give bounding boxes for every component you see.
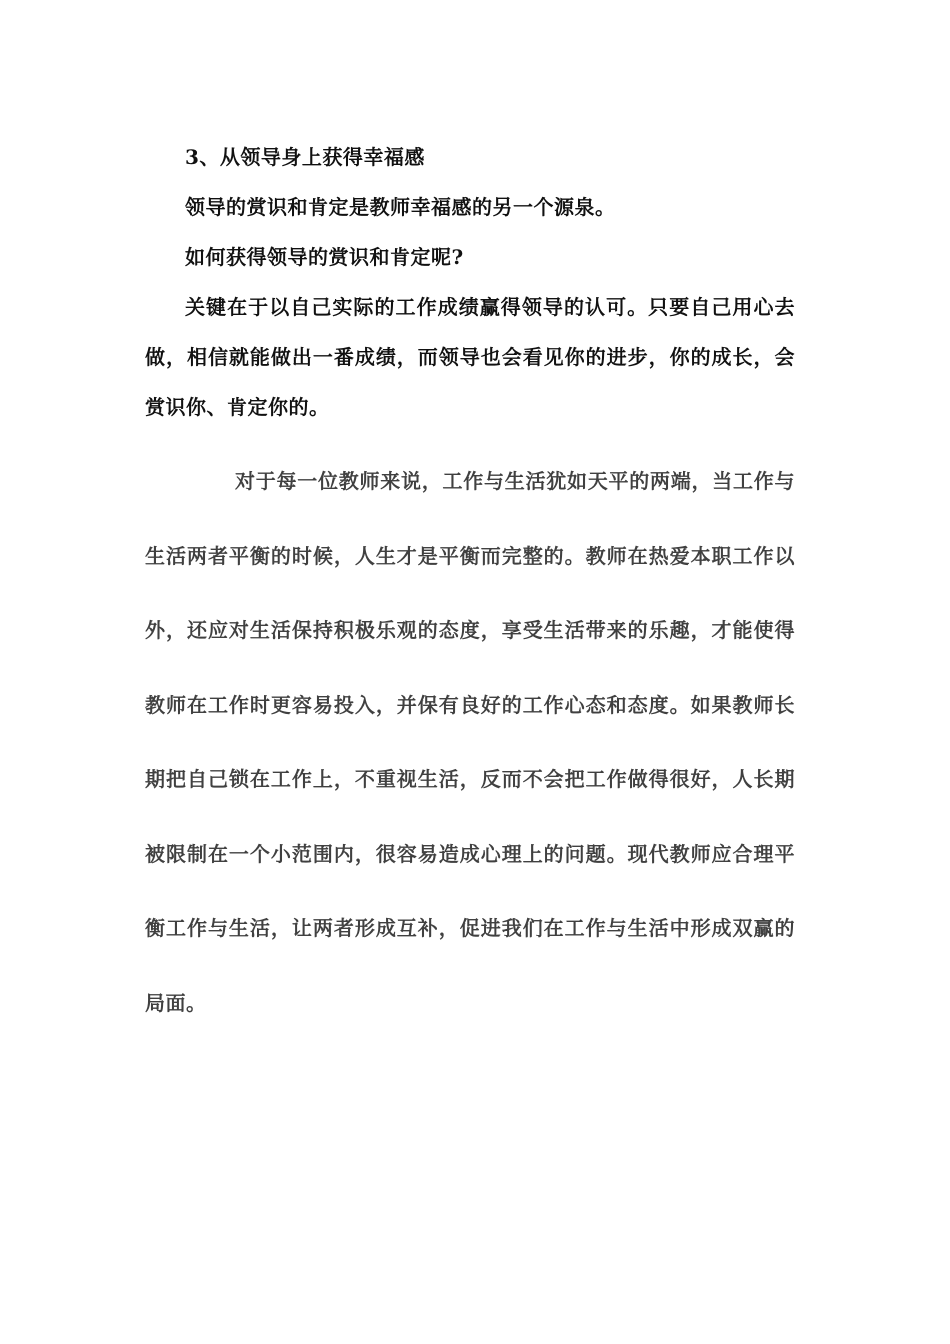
- section-heading: 3、从领导身上获得幸福感: [185, 145, 425, 169]
- paragraph-balance: 对于每一位教师来说，工作与生活犹如天平的两端，当工作与生活两者平衡的时候，人生才是平衡而完整的。教师在热爱本职工作以外，还应对生活保持积极乐观的态度，享受生活带来的乐趣，才能使得教师在工作时更容易投入，并保有良好的工作心态和态度。如果教师长期把自己锁在工作上，不重视生活，反而不会把工作做得很好，人长期被限制在一个小范围内，很容易造成心理上的问题。现代教师应合理平衡工作与生活，让两者形成互补，促进我们在工作与生活中形成双赢的局面。: [145, 469, 795, 1015]
- leadership-section: [145, 132, 795, 432]
- paragraph-question: 如何获得领导的赏识和肯定呢?: [185, 245, 464, 269]
- paragraph-source: 领导的赏识和肯定是教师幸福感的另一个源泉。: [185, 195, 616, 219]
- conclusion-section: [145, 444, 795, 1040]
- paragraph-answer: 关键在于以自己实际的工作成绩赢得领导的认可。只要自己用心去做，相信就能做出一番成绩，而领导也会看见你的进步，你的成长，会赏识你、肯定你的。: [145, 295, 795, 419]
